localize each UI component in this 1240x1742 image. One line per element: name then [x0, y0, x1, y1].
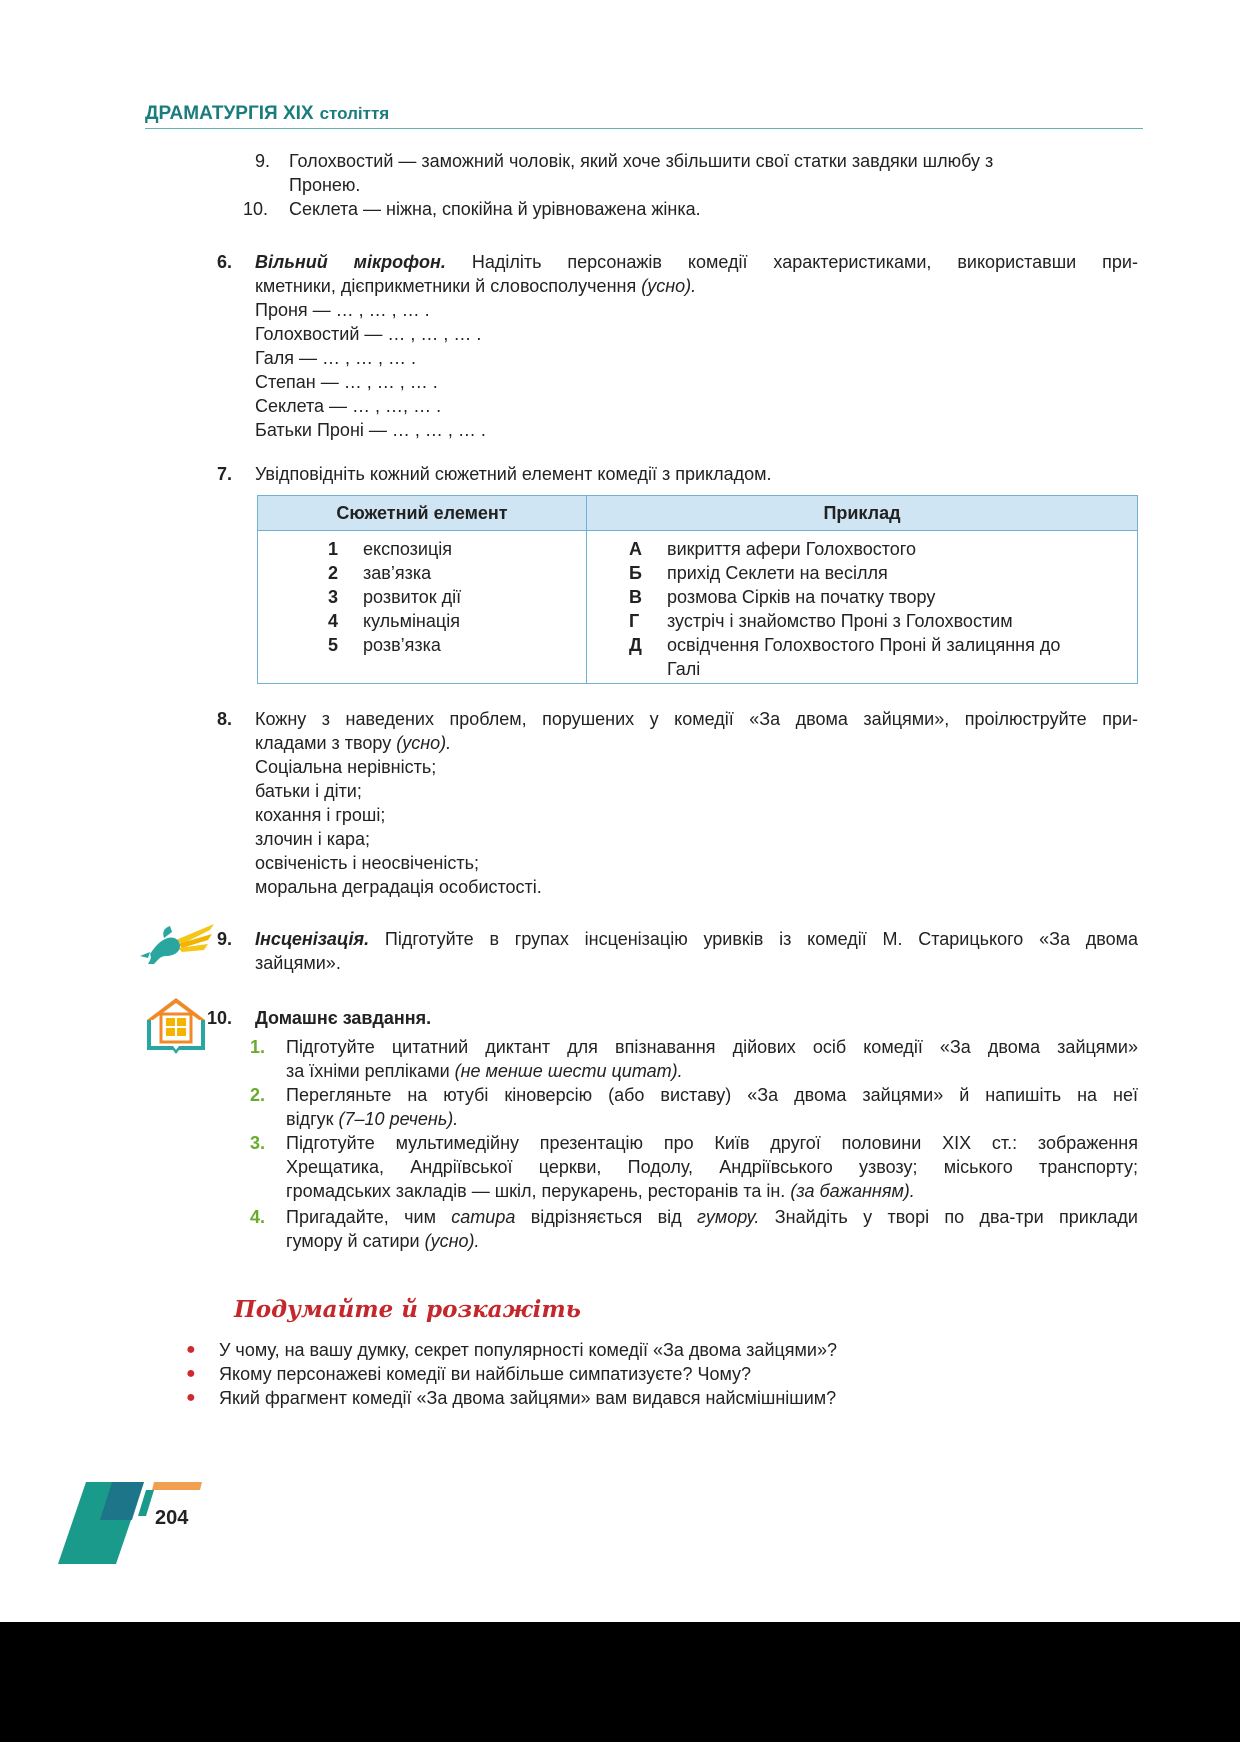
homework-number: 1. [250, 1037, 266, 1057]
homework-text: Підготуйте мультимедійну презентацію про Київ другої половини XIX ст.: зображення [286, 1133, 1138, 1153]
homework-note: (усно). [424, 1231, 480, 1251]
question-item: Який фрагмент комедії «За двома зайцями» вам видався найсмішнішим? [219, 1388, 837, 1408]
task-number: 9. [217, 929, 233, 949]
homework-note: (7–10 речень). [338, 1109, 459, 1129]
character-row: Проня — … , … , … . [255, 300, 430, 320]
table-cell-elements [258, 531, 587, 684]
homework-line: за їхніми репліками [286, 1061, 450, 1081]
character-row: Голохвостий — … , … , … . [255, 324, 482, 344]
homework-term: сатира [451, 1207, 516, 1227]
page-number: 204 [155, 1507, 189, 1529]
homework-line: відрізняється від [530, 1207, 682, 1227]
homework-line: Пригадайте, чим [286, 1207, 436, 1227]
homework-note: (не менше шести цитат). [454, 1061, 683, 1081]
element-label: розвиток дії [363, 587, 462, 607]
problem-item: батьки і діти; [255, 781, 362, 801]
homework-line: громадських закладів — шкіл, перукарень, ресторанів та ін. [286, 1181, 786, 1201]
table-row [587, 659, 1137, 683]
task-number: 6. [217, 252, 233, 272]
element-label: розв’язка [363, 635, 441, 655]
task-6-title: Вільний мікрофон. [255, 252, 446, 272]
homework-text [286, 1059, 683, 1083]
table-row [587, 587, 1137, 611]
character-row: Батьки Проні — … , … , … . [255, 420, 486, 440]
bullet-icon: ● [186, 1389, 196, 1406]
task-7-text: Увідповідніть кожний сюжетний елемент комедії з прикладом. [255, 464, 772, 484]
question-item: Якому персонажеві комедії ви найбільше симпатизуєте? Чому? [219, 1364, 752, 1384]
problem-item: Соціальна нерівність; [255, 757, 437, 777]
character-row: Секлета — … , …, … . [255, 396, 442, 416]
task-6-text [255, 274, 696, 298]
task-8-text [255, 731, 451, 755]
element-number: 5 [328, 635, 339, 655]
example-text: прихід Секлети на весілля [667, 563, 888, 583]
pegasus-icon [136, 918, 214, 966]
plot-elements-table [257, 495, 1138, 684]
homework-number: 2. [250, 1085, 266, 1105]
element-number: 1 [328, 539, 339, 559]
element-label: кульмінація [363, 611, 460, 631]
element-label: експозиція [363, 539, 453, 559]
homework-number: 3. [250, 1133, 266, 1153]
table-header: Приклад [587, 496, 1138, 531]
question-item: У чому, на вашу думку, секрет популярності комедії «За двома зайцями»? [219, 1340, 838, 1360]
task-9-title: Інсценізація. [255, 929, 370, 949]
task-number: 10. [207, 1008, 233, 1028]
table-row [258, 587, 586, 611]
table-row [258, 563, 586, 587]
task-9-text [255, 927, 1138, 951]
task-number: 8. [217, 709, 233, 729]
table-row [258, 539, 586, 563]
homework-text: Перегляньте на ютубі кіноверсію (або виставу) «За двома зайцями» й напишіть на неї [286, 1085, 1138, 1105]
example-letter: Г [629, 611, 640, 631]
table-row [587, 635, 1137, 659]
homework-text [286, 1179, 915, 1203]
header-subtitle: століття [319, 104, 390, 123]
list-item-text: Пронею. [289, 175, 361, 195]
problem-item: моральна деградація особистості. [255, 877, 542, 897]
list-item-text: Голохвостий — заможний чоловік, який хоче збільшити свої статки завдяки шлюбу з [289, 151, 994, 171]
task-6-line: Наділіть персонажів комедії характеристиками, використавши при- [471, 252, 1138, 272]
example-text: освідчення Голохвостого Проні й залицяння до [667, 635, 1061, 655]
example-letter: Б [629, 563, 642, 583]
problem-item: злочин і кара; [255, 829, 371, 849]
example-letter: В [629, 587, 642, 607]
task-9-line: Підготуйте в групах інсценізацію уривків із комедії М. Старицького «За двома [384, 929, 1138, 949]
homework-line: Знайдіть у творі по два-три приклади [774, 1207, 1138, 1227]
table-row [587, 563, 1137, 587]
task-6-note: (усно). [641, 276, 697, 296]
table-header: Сюжетний елемент [258, 496, 587, 531]
header-divider [145, 128, 1143, 129]
task-8-line: кладами з твору [255, 733, 392, 753]
character-row: Галя — … , … , … . [255, 348, 417, 368]
element-number: 3 [328, 587, 339, 607]
example-text: розмова Сірків на початку твору [667, 587, 936, 607]
table-row [258, 635, 586, 659]
task-8-text: Кожну з наведених проблем, порушених у комедії «За двома зайцями», проілюструйте при- [255, 709, 1138, 729]
task-number: 7. [217, 464, 233, 484]
homework-number: 4. [250, 1207, 266, 1227]
header-title: ДРАМАТУРГІЯ XIX [145, 103, 314, 124]
homework-text: Хрещатика, Андріївської церкви, Подолу, Андріївського узвозу; міського транспорту; [286, 1157, 1138, 1177]
problem-item: освіченість і неосвіченість; [255, 853, 479, 873]
table-row [258, 611, 586, 635]
bullet-icon: ● [186, 1341, 196, 1358]
homework-line: відгук [286, 1109, 334, 1129]
list-item-text: Секлета — ніжна, спокійна й урівноважена жінка. [289, 199, 701, 219]
example-letter: А [629, 539, 642, 559]
problem-item: кохання і гроші; [255, 805, 386, 825]
task-8-note: (усно). [396, 733, 452, 753]
section-title: Подумайте й розкажіть [234, 1296, 581, 1323]
homework-note: (за бажанням). [790, 1181, 915, 1201]
task-10-title: Домашнє завдання. [255, 1008, 432, 1028]
example-letter: Д [629, 635, 642, 655]
example-text: Галі [667, 659, 701, 679]
example-text: викриття афери Голохвостого [667, 539, 916, 559]
homework-text [286, 1205, 1138, 1229]
homework-text [286, 1229, 480, 1253]
character-row: Степан — … , … , … . [255, 372, 438, 392]
element-number: 2 [328, 563, 339, 583]
homework-text [286, 1107, 458, 1131]
page-header [145, 103, 389, 125]
homework-line: гумору й сатири [286, 1231, 420, 1251]
task-9-text: зайцями». [255, 953, 341, 973]
element-number: 4 [328, 611, 339, 631]
homework-text: Підготуйте цитатний диктант для впізнавання дійових осіб комедії «За двома зайцями» [286, 1037, 1138, 1057]
table-row [587, 611, 1137, 635]
element-label: зав’язка [363, 563, 432, 583]
homework-house-icon [143, 996, 209, 1056]
task-6-text [255, 250, 1138, 274]
homework-term: гумору. [697, 1207, 760, 1227]
list-item-number: 10. [243, 199, 269, 219]
bullet-icon: ● [186, 1365, 196, 1382]
list-item-number: 9. [255, 151, 271, 171]
table-row [587, 539, 1137, 563]
table-cell-examples [587, 531, 1138, 684]
task-6-line: кметники, дієприкметники й словосполучення [255, 276, 637, 296]
example-text: зустріч і знайомство Проні з Голохвостим [667, 611, 1013, 631]
